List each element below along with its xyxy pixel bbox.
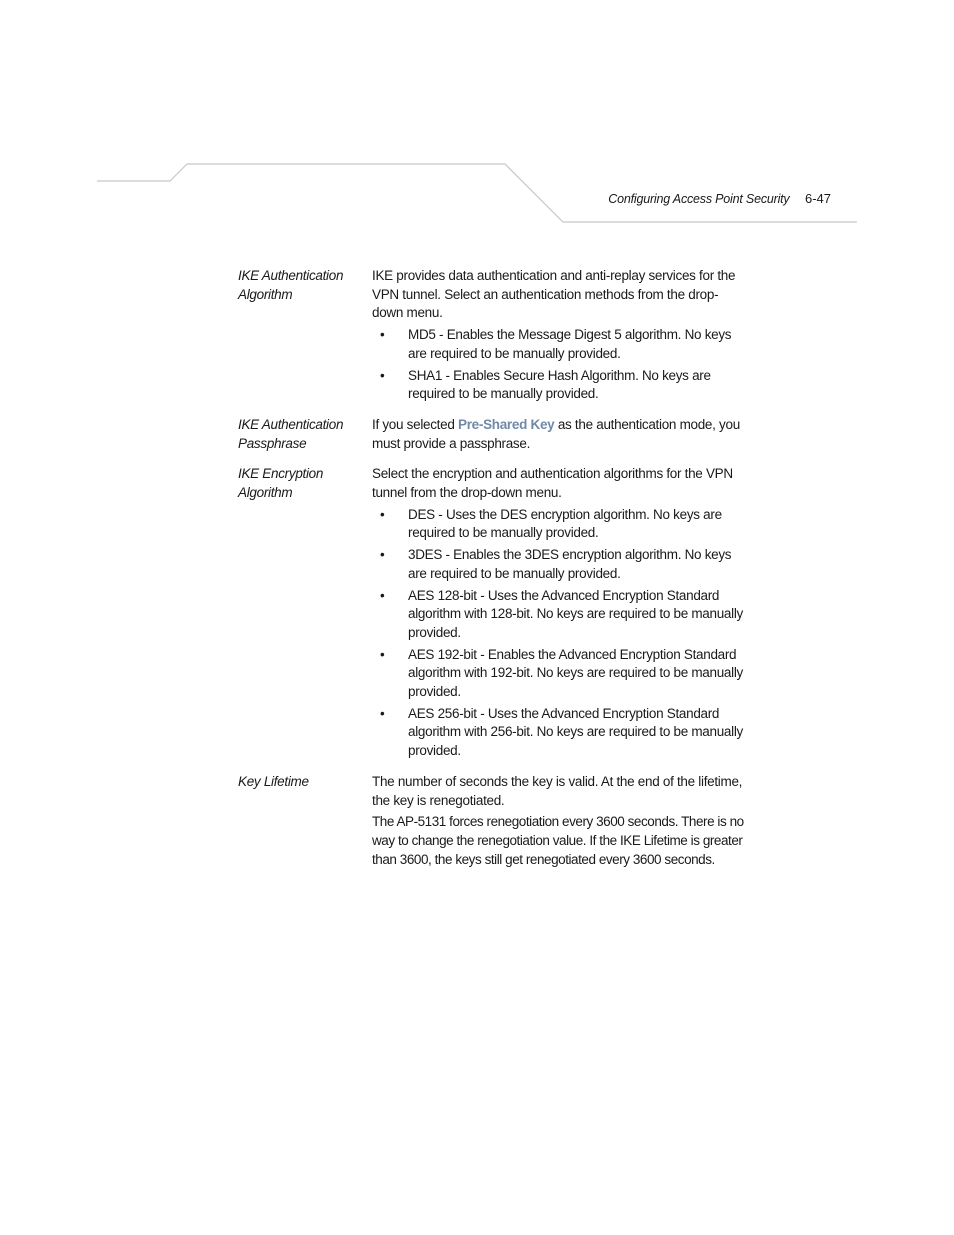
bullet-glyph: • [380, 506, 385, 522]
list-item [372, 506, 748, 543]
option-list [372, 506, 748, 761]
parameter-description [372, 416, 748, 456]
parameter-row-ike-auth-passphrase [238, 416, 748, 456]
parameter-description [372, 267, 748, 407]
list-item [372, 705, 748, 761]
list-item [372, 546, 748, 583]
list-item [372, 326, 748, 363]
description-paragraph: The AP-5131 forces renegotiation every 3600 seconds. There is no way to change the renegotiation value. If the IKE Lifetime is greater than 3600, the keys still get renegotiated every 3600 seconds. [372, 814, 744, 867]
list-item [372, 587, 748, 643]
text-before-reference: If you selected [372, 416, 459, 432]
list-item-text: 3DES - Enables the 3DES encryption algorithm. No keys are required to be manually provided. [408, 547, 732, 581]
parameter-term: Key Lifetime [238, 773, 309, 789]
parameter-term: IKE Encryption Algorithm [238, 466, 324, 501]
list-item-text: DES - Uses the DES encryption algorithm. No keys are required to be manually provided. [408, 506, 722, 541]
ui-reference-pre-shared-key: Pre-Shared Key [458, 416, 555, 432]
parameter-term: IKE Authentication Algorithm [238, 268, 344, 302]
list-item [372, 646, 748, 702]
parameter-row-ike-encryption-algorithm [238, 465, 748, 764]
bullet-glyph: • [380, 327, 385, 343]
bullet-glyph: • [380, 705, 385, 721]
bullet-glyph: • [380, 547, 385, 563]
description-paragraph: The number of seconds the key is valid. At the end of the lifetime, the key is renegotiated. [372, 773, 743, 808]
list-item-text: AES 256-bit - Uses the Advanced Encryption Standard algorithm with 256-bit. No keys are required to be manually provided. [408, 705, 743, 759]
description-paragraph [372, 416, 748, 453]
running-header [608, 191, 831, 206]
list-item-text: AES 128-bit - Uses the Advanced Encryption Standard algorithm with 128-bit. No keys are required to be manually provided. [408, 587, 743, 640]
page-number: 6-47 [804, 191, 831, 206]
option-list [372, 326, 748, 404]
parameter-description [372, 465, 748, 764]
parameter-description [372, 773, 748, 873]
bullet-glyph: • [380, 587, 385, 603]
list-item-text: AES 192-bit - Enables the Advanced Encryption Standard algorithm with 192-bit. No keys are required to be manually provided. [408, 646, 743, 700]
parameter-row-key-lifetime [238, 773, 748, 873]
list-item [372, 367, 748, 404]
bullet-glyph: • [380, 367, 385, 383]
description-paragraph: IKE provides data authentication and anti-replay services for the VPN tunnel. Select an authentication methods from the drop-down menu. [372, 268, 736, 321]
bullet-glyph: • [380, 646, 385, 662]
description-paragraph: Select the encryption and authentication algorithms for the VPN tunnel from the drop-down menu. [372, 466, 733, 501]
list-item-text: MD5 - Enables the Message Digest 5 algorithm. No keys are required to be manually provided. [408, 327, 732, 361]
parameter-table [238, 267, 748, 881]
list-item-text: SHA1 - Enables Secure Hash Algorithm. No keys are required to be manually provided. [408, 367, 711, 402]
chapter-title: Configuring Access Point Security [608, 192, 790, 206]
parameter-row-ike-auth-algorithm [238, 267, 748, 407]
text-after-reference: as the authentication mode, you must provide a passphrase. [372, 416, 740, 451]
parameter-term: IKE Authentication Passphrase [238, 416, 344, 451]
